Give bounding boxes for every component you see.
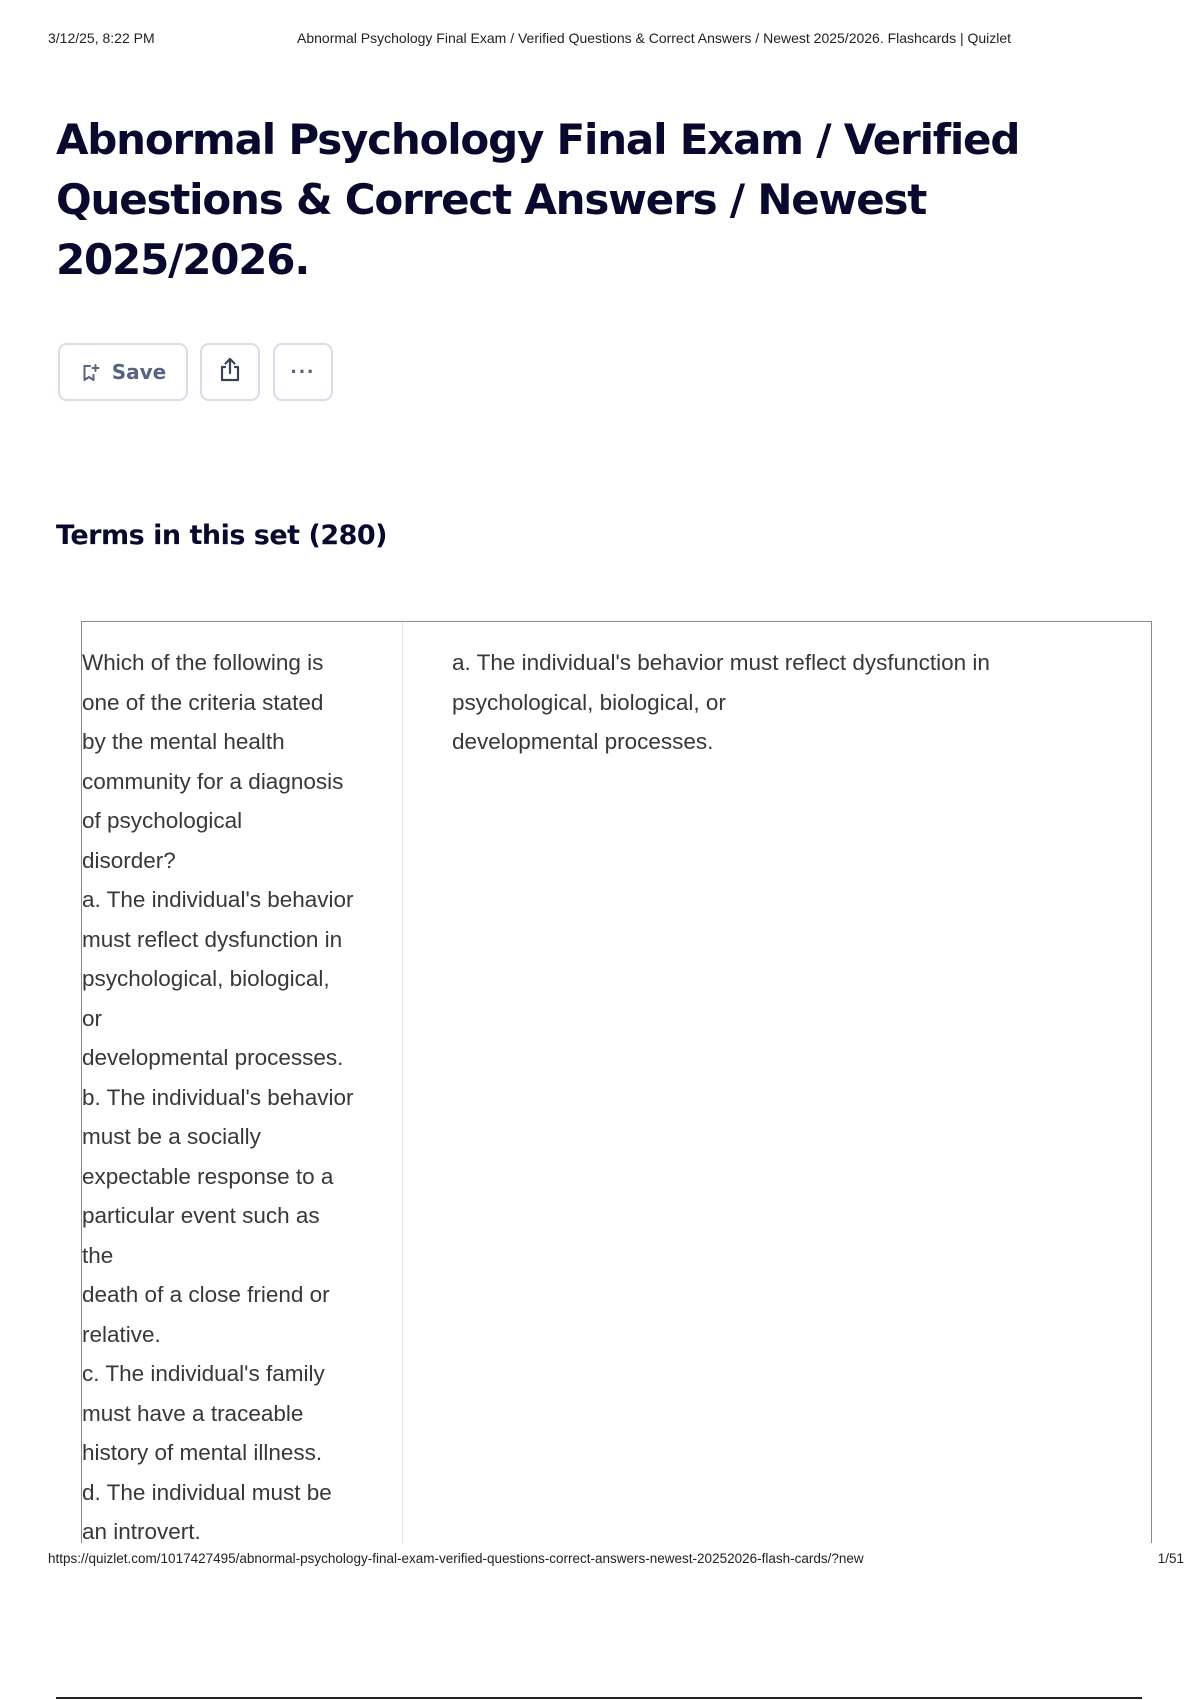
terms-heading: Terms in this set (280): [56, 520, 388, 551]
card-definition: a. The individual's behavior must reflect dysfunction in psychological, biological, or developmental processes.: [452, 650, 990, 754]
page-number: 1/51: [1157, 1551, 1184, 1566]
page-title: Abnormal Psychology Final Exam / Verified Questions & Correct Answers / Newest 2025/2026.: [56, 115, 1020, 284]
print-footer: [48, 1551, 1184, 1571]
share-icon: [216, 356, 244, 389]
flashcard-row: [81, 621, 1152, 1543]
card-divider: [402, 622, 403, 1543]
card-term: Which of the following is one of the criteria stated by the mental health community for a diagnosis of psychological disorder? a. The individual's behavior must reflect dysfunction in psychological, biological, or developmental processes. b. The individual's behavior must be a socially expectable response to a particular event such as the death of a close friend or relative. c. The individual's family must have a traceable history of mental illness. d. The individual must be an introvert.: [82, 650, 354, 1543]
bottom-divider: [56, 1697, 1142, 1699]
more-dots-icon: ···: [290, 359, 316, 384]
print-document-title: Abnormal Psychology Final Exam / Verified Questions & Correct Answers / Newest 2025/2026. Flashcards | Quizlet: [297, 30, 1012, 46]
save-button-label: Save: [111, 360, 167, 384]
print-date: 3/12/25, 8:22 PM: [48, 30, 155, 46]
more-options-button[interactable]: [273, 343, 333, 401]
save-button[interactable]: [58, 343, 188, 401]
bookmark-plus-icon: [80, 363, 100, 383]
share-button[interactable]: [200, 343, 260, 401]
print-header: [48, 30, 1160, 50]
print-url: https://quizlet.com/1017427495/abnormal-psychology-final-exam-verified-questions-correct-answers-newest-20252026-flash-cards/?new: [48, 1551, 864, 1566]
